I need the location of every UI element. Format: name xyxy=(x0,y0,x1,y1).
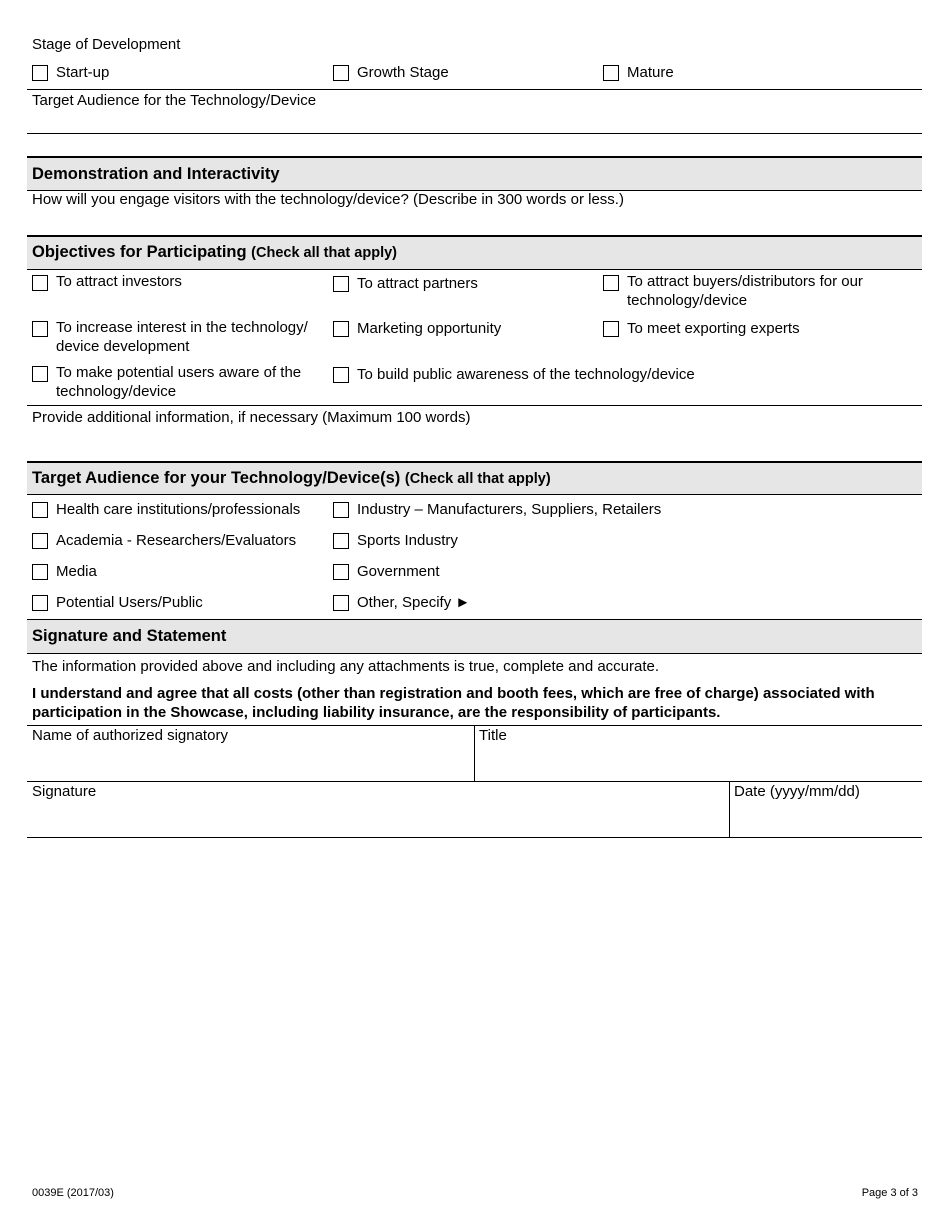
section-header-objectives xyxy=(27,236,922,269)
audience-title xyxy=(32,468,551,489)
form-code: 0039E (2017/03) xyxy=(32,1187,114,1199)
divider xyxy=(27,653,922,654)
checkbox-increase-interest[interactable] xyxy=(32,321,48,337)
label-make-users-aware: To make potential users aware of the technology/device xyxy=(56,364,302,400)
checkbox-sports-industry[interactable] xyxy=(333,533,349,549)
objectives-note: (Check all that apply) xyxy=(251,245,397,261)
label-other-specify: Other, Specify ► xyxy=(357,594,471,611)
label-startup: Start-up xyxy=(56,64,110,81)
signature-title: Signature and Statement xyxy=(32,627,227,645)
label-potential-users: Potential Users/Public xyxy=(56,594,203,611)
divider xyxy=(27,619,922,620)
label-attract-partners: To attract partners xyxy=(357,275,478,292)
section-header-audience xyxy=(27,462,922,494)
checkbox-attract-buyers[interactable] xyxy=(603,275,619,291)
checkbox-industry[interactable] xyxy=(333,502,349,518)
checkbox-attract-partners[interactable] xyxy=(333,276,349,292)
audience-title-text: Target Audience for your Technology/Device(s) xyxy=(32,469,401,487)
section-header-demonstration xyxy=(27,157,922,191)
divider xyxy=(27,837,922,838)
checkbox-build-public-awareness[interactable] xyxy=(333,367,349,383)
additional-info-input[interactable] xyxy=(27,428,922,460)
divider xyxy=(27,494,922,495)
checkbox-exporting-experts[interactable] xyxy=(603,321,619,337)
label-government: Government xyxy=(357,563,440,580)
checkbox-startup[interactable] xyxy=(32,65,48,81)
divider xyxy=(27,133,922,134)
page-number: Page 3 of 3 xyxy=(861,1187,918,1199)
label-attract-buyers: To attract buyers/distributors for our technology/device xyxy=(627,273,863,309)
stage-of-development-label: Stage of Development xyxy=(32,36,181,53)
signatory-name-input[interactable] xyxy=(27,746,474,780)
label-sports-industry: Sports Industry xyxy=(357,532,458,549)
label-increase-interest: To increase interest in the technology/ device development xyxy=(56,319,308,355)
demonstration-title: Demonstration and Interactivity xyxy=(32,165,280,183)
label-academia: Academia - Researchers/Evaluators xyxy=(56,532,297,549)
checkbox-other[interactable] xyxy=(333,595,349,611)
signature-input[interactable] xyxy=(27,802,729,836)
title-input[interactable] xyxy=(475,746,922,780)
label-marketing-opportunity: Marketing opportunity xyxy=(357,320,502,337)
divider xyxy=(27,89,922,90)
statement-text: The information provided above and including any attachments is true, complete and accurate. xyxy=(32,658,660,675)
checkbox-media[interactable] xyxy=(32,564,48,580)
divider xyxy=(27,269,922,270)
application-form-page xyxy=(27,0,922,1230)
target-audience-label: Target Audience for the Technology/Device xyxy=(32,92,317,109)
divider xyxy=(27,235,922,237)
checkbox-government[interactable] xyxy=(333,564,349,580)
objectives-title xyxy=(32,242,397,263)
checkbox-marketing-opportunity[interactable] xyxy=(333,321,349,337)
date-label: Date (yyyy/mm/dd) xyxy=(734,783,860,800)
label-mature: Mature xyxy=(627,64,674,81)
label-exporting-experts: To meet exporting experts xyxy=(627,320,800,337)
objectives-title-text: Objectives for Participating xyxy=(32,243,247,261)
label-attract-investors: To attract investors xyxy=(56,273,182,290)
label-media: Media xyxy=(56,563,97,580)
target-audience-input[interactable] xyxy=(27,110,922,133)
additional-info-label: Provide additional information, if necessary (Maximum 100 words) xyxy=(32,409,471,426)
label-growth-stage: Growth Stage xyxy=(357,64,449,81)
checkbox-growth-stage[interactable] xyxy=(333,65,349,81)
audience-note: (Check all that apply) xyxy=(404,471,551,487)
agreement-text: I understand and agree that all costs (other than registration and booth fees, which are free of charge) associated with participation in the Showcase, including liability insurance, are the responsibility of participants. xyxy=(32,685,875,721)
signature-label: Signature xyxy=(32,783,97,800)
divider xyxy=(27,405,922,406)
divider xyxy=(27,461,922,463)
label-health-care: Health care institutions/professionals xyxy=(56,501,301,518)
checkbox-potential-users[interactable] xyxy=(32,595,48,611)
checkbox-make-users-aware[interactable] xyxy=(32,366,48,382)
checkbox-attract-investors[interactable] xyxy=(32,275,48,291)
checkbox-health-care[interactable] xyxy=(32,502,48,518)
section-header-signature xyxy=(27,620,922,653)
checkbox-mature[interactable] xyxy=(603,65,619,81)
divider xyxy=(27,156,922,158)
signatory-name-label: Name of authorized signatory xyxy=(32,727,228,744)
demonstration-question: How will you engage visitors with the technology/device? (Describe in 300 words or less.) xyxy=(32,191,624,208)
label-industry: Industry – Manufacturers, Suppliers, Retailers xyxy=(357,501,662,518)
label-build-public-awareness: To build public awareness of the technology/device xyxy=(357,366,695,383)
checkbox-academia[interactable] xyxy=(32,533,48,549)
demonstration-input[interactable] xyxy=(27,210,922,234)
title-label: Title xyxy=(479,727,507,744)
other-specify-input[interactable] xyxy=(482,592,922,616)
date-input[interactable] xyxy=(730,802,922,836)
